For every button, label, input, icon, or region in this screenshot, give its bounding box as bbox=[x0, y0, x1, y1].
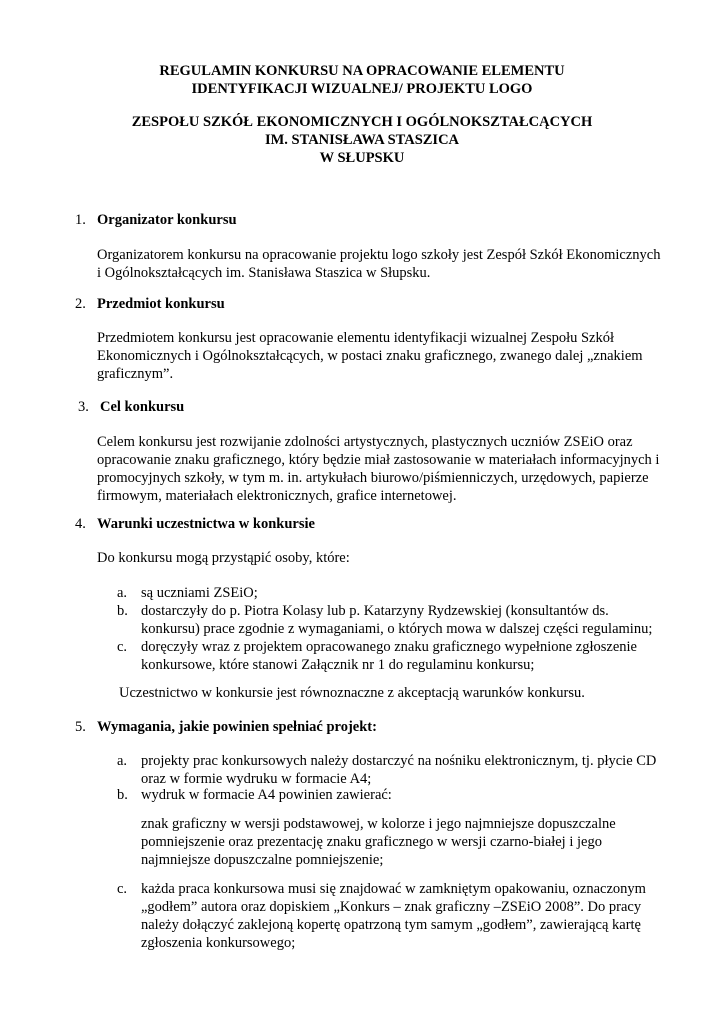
text-line: opracowanie znaku graficznego, który będzie miał zastosowanie w materiałach informacyjnych i bbox=[97, 452, 660, 468]
list-item bbox=[117, 786, 392, 804]
title-line: ZESPOŁU SZKÓŁ EKONOMICZNYCH I OGÓLNOKSZTAŁCĄCYCH bbox=[131, 114, 593, 130]
section-title: Wymagania, jakie powinien spełniać projekt: bbox=[97, 719, 377, 735]
title-line: IDENTYFIKACJI WIZUALNEJ/ PROJEKTU LOGO bbox=[191, 81, 533, 97]
section-heading bbox=[78, 398, 184, 416]
list-marker: a. bbox=[117, 585, 128, 601]
text-line: oraz w formie wydruku w formacie A4; bbox=[141, 771, 372, 787]
text-line: dostarczyły do p. Piotra Kolasy lub p. Katarzyny Rydzewskiej (konsultantów ds. bbox=[141, 603, 609, 619]
text-line: każda praca konkursowa musi się znajdować w zamkniętym opakowaniu, oznaczonym bbox=[141, 881, 646, 897]
text-line: są uczniami ZSEiO; bbox=[141, 585, 258, 601]
text-line: pomniejszenie oraz prezentację znaku graficznego w wersji czarno-białej i jego bbox=[141, 834, 602, 850]
text-line: zgłoszenia konkursowego; bbox=[141, 935, 296, 951]
section-paragraph bbox=[97, 433, 659, 505]
list-item bbox=[117, 880, 646, 952]
section-title: Warunki uczestnictwa w konkursie bbox=[97, 516, 315, 532]
text-line: Celem konkursu jest rozwijanie zdolności artystycznych, plastycznych uczniów ZSEiO oraz bbox=[97, 434, 633, 450]
section-intro: Do konkursu mogą przystąpić osoby, które: bbox=[97, 550, 350, 566]
section-number: 3. bbox=[78, 399, 89, 415]
section-heading bbox=[75, 211, 237, 229]
text-line: znak graficzny w wersji podstawowej, w kolorze i jego najmniejsze dopuszczalne bbox=[141, 816, 616, 832]
section-title: Cel konkursu bbox=[100, 399, 185, 415]
title-line: IM. STANISŁAWA STASZICA bbox=[264, 132, 460, 148]
list-marker: a. bbox=[117, 753, 128, 769]
text-line: graficznym”. bbox=[97, 366, 174, 382]
section-title: Przedmiot konkursu bbox=[97, 296, 225, 312]
text-line: konkursu) prace zgodnie z wymaganiami, o których mowa w dalszej części regulaminu; bbox=[141, 621, 653, 637]
text-line: doręczyły wraz z projektem opracowanego znaku graficznego wypełnione zgłoszenie bbox=[141, 639, 637, 655]
list-marker: b. bbox=[117, 603, 128, 619]
section-number: 4. bbox=[75, 516, 86, 532]
text-line: Ekonomicznych i Ogólnokształcących, w postaci znaku graficznego, zwanego dalej „znakiem bbox=[97, 348, 643, 364]
text-line: promocyjnych szkoły, w tym m. in. artykułach biurowo/piśmienniczych, urzędowych, papierze bbox=[97, 470, 649, 486]
list-item bbox=[117, 584, 258, 602]
section-number: 2. bbox=[75, 296, 86, 312]
text-line: i Ogólnokształcących im. Stanisława Staszica w Słupsku. bbox=[97, 265, 431, 281]
text-line: wydruk w formacie A4 powinien zawierać: bbox=[141, 787, 392, 803]
section-heading bbox=[75, 718, 377, 736]
text-line: Przedmiotem konkursu jest opracowanie elementu identyfikacji wizualnej Zespołu Szkół bbox=[97, 330, 615, 346]
section-number: 1. bbox=[75, 212, 86, 228]
text-line: najmniejsze dopuszczalne pomniejszenie; bbox=[141, 852, 384, 868]
list-marker: b. bbox=[117, 787, 128, 803]
text-line: „godłem” autora oraz dopiskiem „Konkurs – znak graficzny –ZSEiO 2008”. Do pracy bbox=[141, 899, 642, 915]
text-line: konkursowe, które stanowi Załącznik nr 1 do regulaminu konkursu; bbox=[141, 657, 535, 673]
text-line: należy dołączyć zaklejoną kopertę opatrzoną tym samym „godłem”, zawierającą kartę bbox=[141, 917, 641, 933]
document-subtitle bbox=[0, 113, 724, 167]
title-line: REGULAMIN KONKURSU NA OPRACOWANIE ELEMENTU bbox=[159, 63, 565, 79]
text-line: firmowym, materiałach elektronicznych, grafice internetowej. bbox=[97, 488, 457, 504]
section-paragraph bbox=[97, 329, 643, 383]
document-title bbox=[0, 62, 724, 98]
section-outro: Uczestnictwo w konkursie jest równoznaczne z akceptacją warunków konkursu. bbox=[119, 685, 585, 701]
section-heading bbox=[75, 295, 225, 313]
list-marker: c. bbox=[117, 881, 128, 897]
list-marker: c. bbox=[117, 639, 128, 655]
text-line: projekty prac konkursowych należy dostarczyć na nośniku elektronicznym, tj. płycie CD bbox=[141, 753, 657, 769]
list-item-detail bbox=[141, 815, 616, 869]
list-item bbox=[117, 602, 653, 638]
text-line: Organizatorem konkursu na opracowanie projektu logo szkoły jest Zespół Szkół Ekonomicznych bbox=[97, 247, 661, 263]
section-heading bbox=[75, 515, 315, 533]
section-title: Organizator konkursu bbox=[97, 212, 237, 228]
list-item bbox=[117, 752, 657, 788]
title-line: W SŁUPSKU bbox=[319, 150, 405, 166]
list-item bbox=[117, 638, 637, 674]
section-number: 5. bbox=[75, 719, 86, 735]
section-paragraph bbox=[97, 246, 660, 282]
